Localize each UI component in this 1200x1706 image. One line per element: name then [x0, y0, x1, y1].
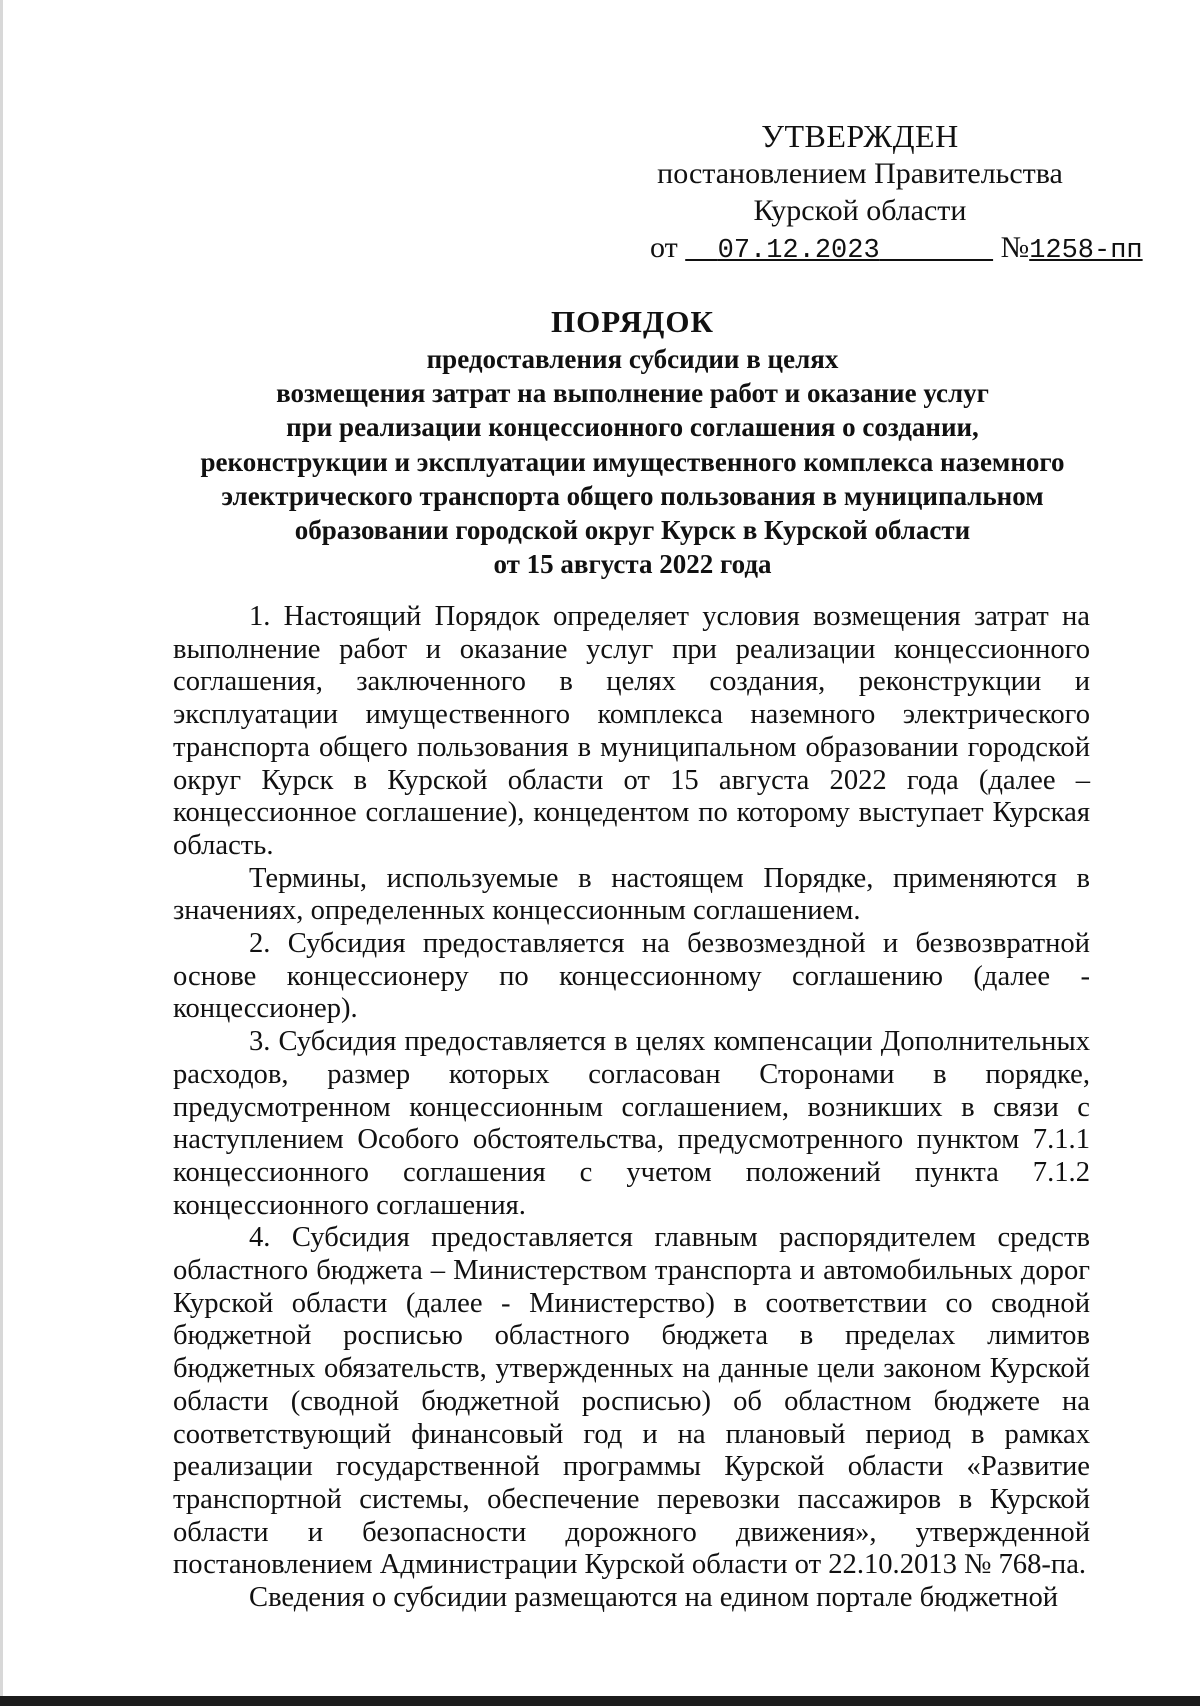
date-prefix: от: [650, 231, 678, 264]
title-line: электрического транспорта общего пользования в муниципальном: [221, 480, 1044, 511]
paragraph-1: 1. Настоящий Порядок определяет условия возмещения затрат на выполнение работ и оказание услуг при реализации концессионного соглашения, заключенного в целях создания, реконструкции и эксплуатации имущественного комплекса наземного электрического транспорта общего пользования в муниципальном образовании городской округ Курск в Курской области от 15 августа 2022 года (далее – концессионное соглашение), концедентом по которому выступает Курская область.: [173, 601, 1090, 861]
title-line: образовании городской округ Курск в Курской области: [294, 515, 971, 546]
title-line: реконструкции и эксплуатации имущественного комплекса наземного: [200, 446, 1065, 477]
paragraph-2: 2. Субсидия предоставляется на безвозмездной и безвозвратной основе концессионеру по концессионному соглашению (далее - концессионер).: [173, 928, 1090, 1025]
paragraph-terms: Термины, используемые в настоящем Порядке, применяются в значениях, определенных концессионным соглашением.: [173, 862, 1090, 927]
scan-left-edge: [0, 0, 3, 1706]
scan-bottom-edge: [0, 1696, 1200, 1706]
document-title-block: [165, 302, 1100, 581]
paragraph-3: 3. Субсидия предоставляется в целях компенсации Дополнительных расходов, размер которых согласован Сторонами в порядке, предусмотренном концессионным соглашением, возникших в связи с наступлением Особого обстоятельства, предусмотренного пунктом 7.1.1 концессионного соглашения с учетом положений пункта 7.1.2 концессионного соглашения.: [173, 1026, 1090, 1221]
document-body: [173, 601, 1090, 1615]
document-title: ПОРЯДОК: [551, 304, 714, 339]
approval-date: 07.12.2023: [717, 236, 880, 266]
title-line: возмещения затрат на выполнение работ и оказание услуг: [276, 378, 989, 409]
number-prefix: №: [1000, 231, 1030, 264]
approval-stamp-block: [650, 118, 1143, 270]
approval-number: 1258-пп: [1029, 236, 1143, 266]
approval-date-line: [650, 229, 1143, 270]
approval-heading: УТВЕРЖДЕН: [761, 118, 959, 154]
approval-line-2: Курской области: [753, 194, 967, 227]
title-line: предоставления субсидии в целях: [426, 344, 839, 374]
approval-line-1: постановлением Правительства: [657, 157, 1063, 190]
paragraph-info: Сведения о субсидии размещаются на едином портале бюджетной: [249, 1582, 1059, 1614]
paragraph-4: 4. Субсидия предоставляется главным распорядителем средств областного бюджета – Министерством транспорта и автомобильных дорог Курской области (далее - Министерство) в соответствии со сводной бюджетной росписью областного бюджета в пределах лимитов бюджетных обязательств, утвержденных на данные цели законом Курской области (сводной бюджетной росписью) об областном бюджете на соответствующий финансовый год и на плановый период в рамках реализации государственной программы Курской области «Развитие транспортной системы, обеспечение перевозки пассажиров в Курской области и безопасности дорожного движения», утвержденной постановлением Администрации Курской области от 22.10.2013 № 768-па.: [173, 1222, 1090, 1581]
title-line: от 15 августа 2022 года: [493, 549, 772, 580]
title-line: при реализации концессионного соглашения о создании,: [286, 412, 979, 443]
